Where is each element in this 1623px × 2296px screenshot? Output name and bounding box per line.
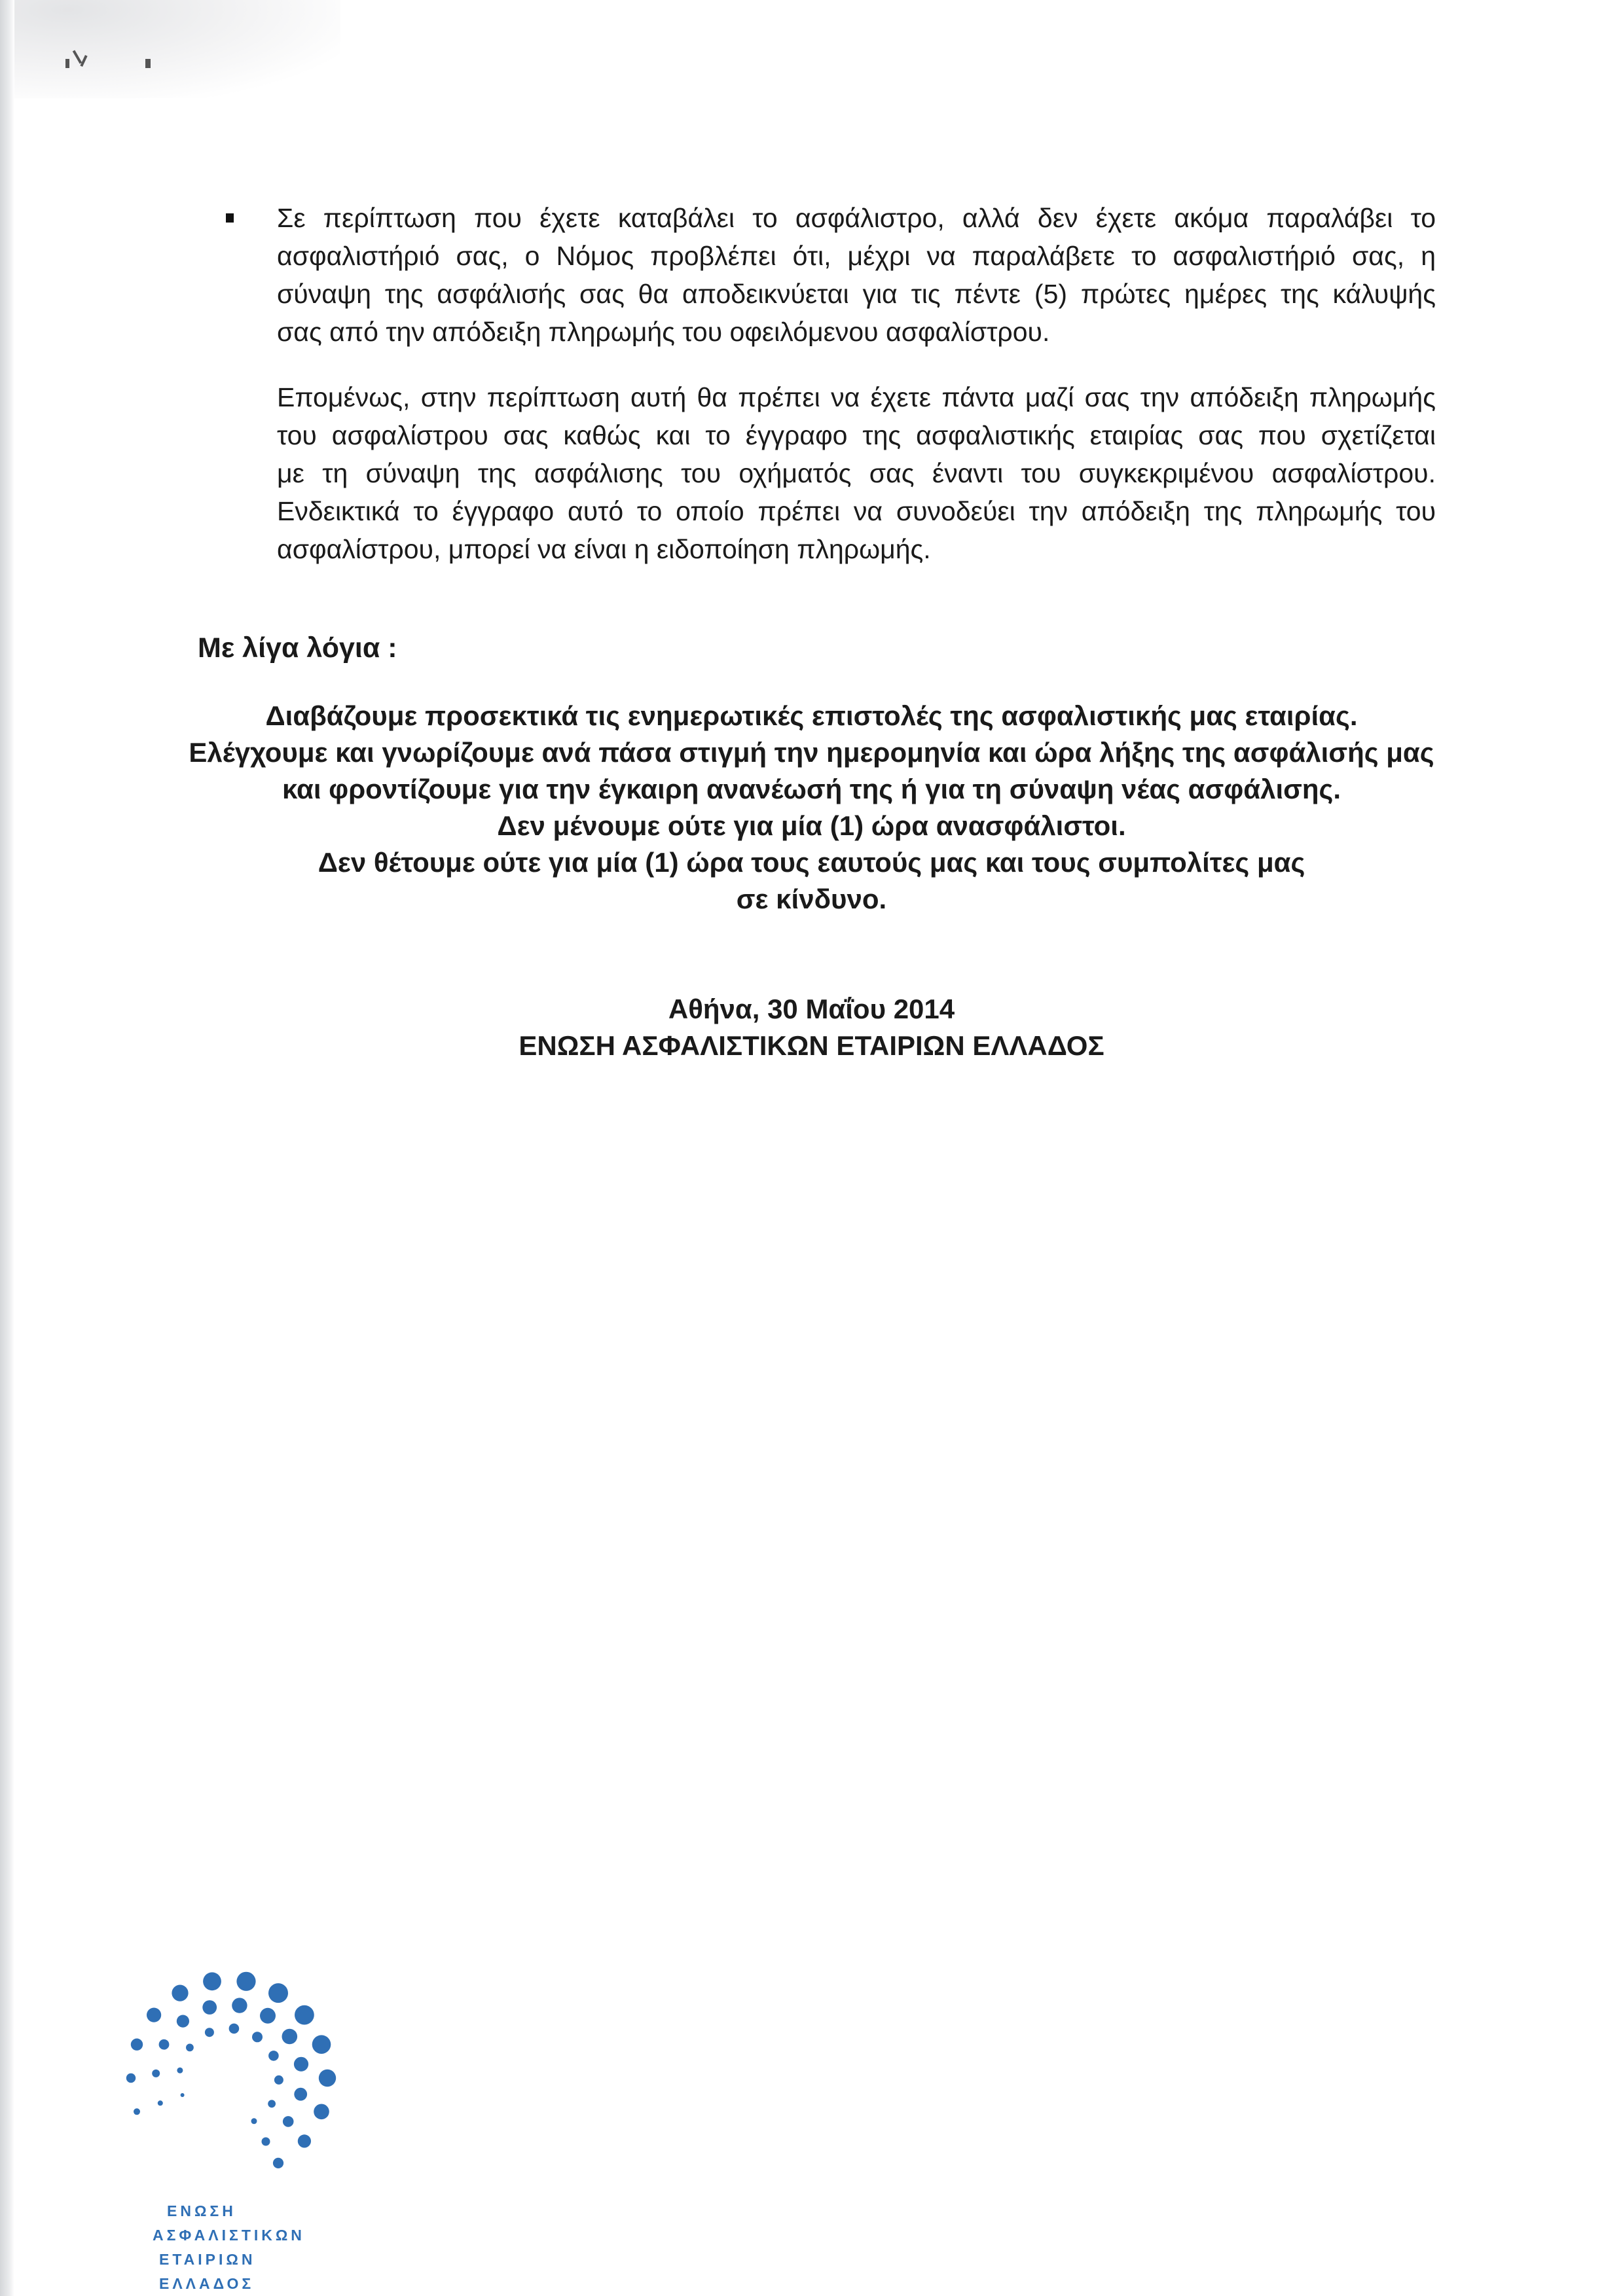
- logo-dot: [181, 2093, 185, 2097]
- paragraph-line: ασφαλιστήριό σας, ο Νόμος προβλέπει ότι, μέχρι να παραλάβετε το ασφαλιστήριό σας, η: [277, 241, 1436, 271]
- signature-organization: ΕΝΩΣΗ ΑΣΦΑΛΙΣΤΙΚΩΝ ΕΤΑΙΡΙΩΝ ΕΛΛΑΔΟΣ: [519, 1030, 1104, 1061]
- logo-dot: [131, 2039, 143, 2051]
- logo-dot: [177, 2015, 189, 2028]
- logo-dot: [152, 2070, 160, 2077]
- logo-dot: [298, 2134, 311, 2147]
- logo-dot: [319, 2070, 336, 2087]
- logo-dot: [283, 2116, 294, 2127]
- logo-wordmark: [153, 2199, 305, 2296]
- summary-line: Δεν θέτουμε ούτε για μία (1) ώρα τους εαυτούς μας και τους συμπολίτες μας: [318, 847, 1305, 878]
- logo-dot: [229, 2024, 240, 2034]
- logo-dot: [294, 2088, 307, 2101]
- logo-dot: [268, 2100, 276, 2108]
- scan-edge: [0, 0, 14, 2296]
- scan-shadow: [0, 0, 340, 98]
- logo-dot: [268, 1983, 288, 2003]
- logo-dot: [251, 2118, 257, 2124]
- logo-dot: [236, 1972, 255, 1991]
- summary-line: Δεν μένουμε ούτε για μία (1) ώρα ανασφάλιστοι.: [497, 810, 1126, 841]
- logo-text-line: ΕΛΛΑΔΟΣ: [159, 2275, 255, 2292]
- signature-date: Αθήνα, 30 Μαΐου 2014: [668, 994, 955, 1024]
- logo-dot: [294, 2057, 308, 2072]
- logo-dot: [282, 2029, 298, 2045]
- logo-dot: [295, 2005, 314, 2025]
- paragraph-line: Ενδεικτικά το έγγραφο αυτό το οποίο πρέπει να συνοδεύει την απόδειξη της πληρωμής του: [277, 496, 1436, 526]
- summary-line: και φροντίζουμε για την έγκαιρη ανανέωσή της ή για τη σύναψη νέας ασφάλισης.: [282, 774, 1341, 804]
- logo-dot: [147, 2008, 161, 2022]
- summary-heading: Με λίγα λόγια :: [198, 632, 397, 664]
- logo-dot: [172, 1985, 188, 2001]
- logo-dot: [203, 1972, 221, 1990]
- logo-text-line: ΑΣΦΑΛΙΣΤΙΚΩΝ: [153, 2227, 305, 2244]
- paragraph-line: Σε περίπτωση που έχετε καταβάλει το ασφάλιστρο, αλλά δεν έχετε ακόμα παραλάβει το: [277, 203, 1436, 233]
- logo-dot: [202, 2000, 217, 2015]
- bullet-marker: [226, 213, 234, 223]
- logo-dot: [274, 2075, 283, 2085]
- organization-logo: [118, 1964, 354, 2199]
- logo-dot: [262, 2138, 270, 2146]
- paragraph-line: ασφαλίστρου, μπορεί να είναι η ειδοποίηση πληρωμής.: [277, 534, 931, 564]
- logo-text-line: ΕΝΩΣΗ: [167, 2202, 236, 2219]
- logo-dot: [232, 1998, 247, 2013]
- paragraph-line: σύναψη της ασφάλισής σας θα αποδεικνύεται για τις πέντε (5) πρώτες ημέρες της κάλυψής: [277, 279, 1436, 309]
- logo-dot: [177, 2068, 183, 2073]
- paragraph-line: του ασφαλίστρου σας καθώς και το έγγραφο της ασφαλιστικής εταιρίας σας που σχετίζεται: [277, 420, 1436, 450]
- summary-line: σε κίνδυνο.: [736, 884, 887, 914]
- logo-dot: [273, 2158, 283, 2168]
- logo-dot: [252, 2032, 263, 2042]
- paragraph-line: με τη σύναψη της ασφάλισης του οχήματός σας έναντι του συγκεκριμένου ασφαλίστρου.: [277, 458, 1436, 488]
- logo-dot: [134, 2108, 140, 2115]
- logo-dot: [159, 2039, 170, 2050]
- summary-line: Διαβάζουμε προσεκτικά τις ενημερωτικές επιστολές της ασφαλιστικής μας εταιρίας.: [265, 700, 1358, 731]
- paragraph-line: σας από την απόδειξη πληρωμής του οφειλόμενου ασφαλίστρου.: [277, 317, 1050, 347]
- logo-dot: [260, 2008, 276, 2024]
- logo-dot: [186, 2044, 194, 2052]
- logo-dot: [205, 2028, 214, 2037]
- logo-dot: [314, 2104, 329, 2120]
- logo-dot: [158, 2100, 163, 2106]
- logo-text-line: ΕΤΑΙΡΙΩΝ: [159, 2251, 256, 2268]
- logo-dot: [312, 2035, 331, 2054]
- logo-dot: [126, 2073, 136, 2083]
- logo-dot: [268, 2051, 279, 2061]
- summary-line: Ελέγχουμε και γνωρίζουμε ανά πάσα στιγμή την ημερομηνία και ώρα λήξης της ασφάλισής μας: [189, 737, 1434, 768]
- paragraph-line: Επομένως, στην περίπτωση αυτή θα πρέπει να έχετε πάντα μαζί σας την απόδειξη πληρωμής: [277, 382, 1436, 412]
